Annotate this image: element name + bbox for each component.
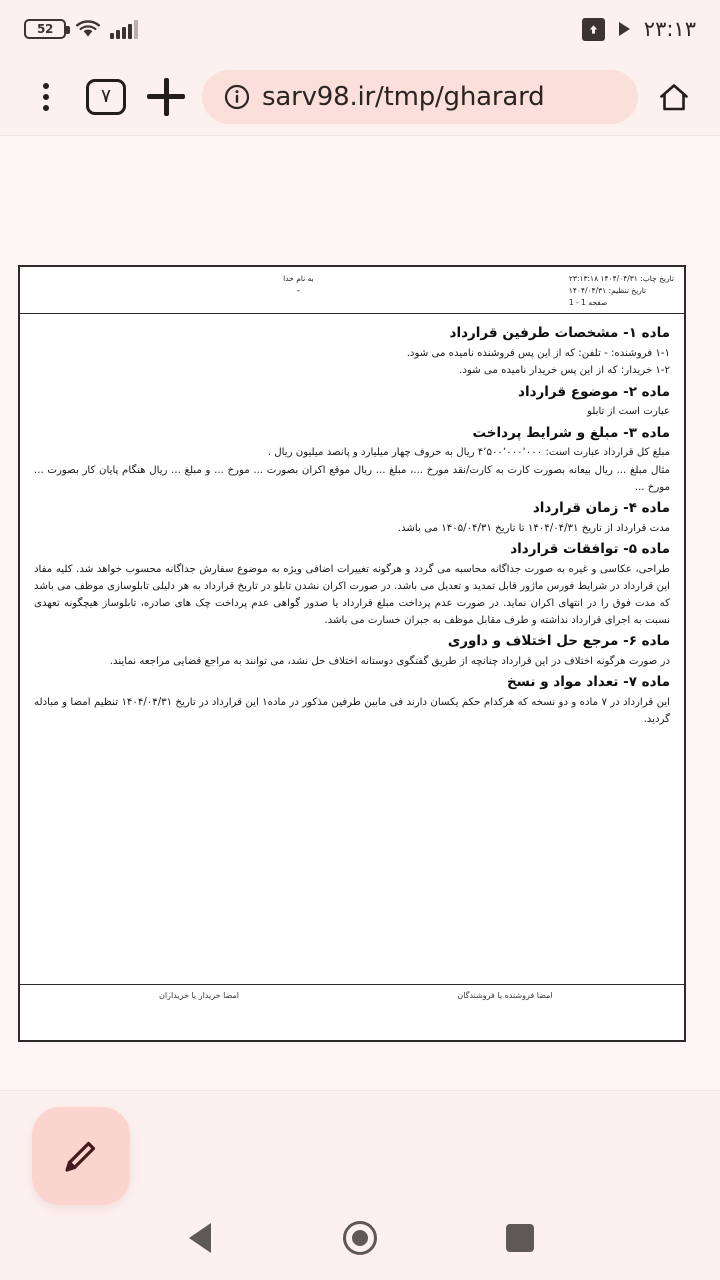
- kebab-menu-icon: [43, 83, 49, 111]
- overflow-menu-button[interactable]: [18, 69, 74, 125]
- new-tab-button[interactable]: [138, 69, 194, 125]
- tab-switcher-button[interactable]: [78, 69, 134, 125]
- article-title: ماده ۲- موضوع قرارداد: [518, 383, 670, 400]
- article-paragraph: این قرارداد در ۷ ماده و دو نسخه که هرکدام حکم یکسان دارند فی مابین طرفین مذکور در ماده۱ این قرارداد در تاریخ ۱۴۰۴/۰۴/۳۱ تنظیم امضا و مبادله گردید.: [34, 697, 671, 726]
- home-circle-icon: [343, 1221, 377, 1255]
- page-number-label: صفحه 1 - 1: [568, 298, 608, 308]
- url-label: sarv98.ir/tmp/gharard: [262, 81, 545, 112]
- article-title: ماده ۱- مشخصات طرفین قرارداد: [449, 325, 670, 342]
- article-paragraph: مثال مبلغ ... ریال بیعانه بصورت کارت به کارت/نقد مورخ ...، مبلغ ... ریال موقع اکران بصورت ... مورخ ... و مبلغ ... ریال هنگام پایان کار بصورت ... مورخ ...: [34, 464, 670, 493]
- plus-icon: [147, 78, 185, 116]
- article-paragraph: عبارت است از تابلو: [586, 406, 670, 418]
- article-title: ماده ۷- تعداد مواد و نسخ: [506, 674, 670, 691]
- nav-back-button[interactable]: [168, 1206, 232, 1270]
- nav-home-button[interactable]: [328, 1206, 392, 1270]
- article-paragraph: ۱-۲ خریدار: که از این پس خریدار نامیده می شود.: [459, 365, 670, 377]
- info-circle-icon[interactable]: [224, 84, 250, 110]
- article-title: ماده ۵- توافقات قرارداد: [510, 540, 670, 557]
- bottom-bar: [0, 1090, 720, 1280]
- article-title: ماده ۶- مرجع حل اختلاف و داوری: [447, 633, 670, 650]
- signal-icon: [110, 20, 138, 39]
- compose-date-label: تاریخ تنظیم: ۱۴۰۴/۰۴/۳۱: [568, 286, 647, 296]
- back-icon: [189, 1223, 211, 1253]
- tab-count-label: ۷: [100, 85, 112, 107]
- edit-pencil-icon: [58, 1133, 104, 1179]
- recents-square-icon: [506, 1224, 534, 1252]
- article-paragraph: در صورت هرگونه اختلاف در این قرارداد چنانچه از طریق گفتگوی دوستانه اختلاف حل نشد، می توانند به مراجع قضایی مراجعه نمایند.: [109, 656, 670, 668]
- home-icon: [658, 81, 690, 113]
- bismillah-block: [30, 272, 567, 299]
- page-viewport[interactable]: [0, 136, 720, 1090]
- signature-footer: [20, 984, 684, 1040]
- article-paragraph: مبلغ کل قرارداد عبارت است: ۴٬۵۰۰٬۰۰۰٬۰۰۰ ریال به حروف چهار میلیارد و پانصد میلیون ریال .: [267, 447, 670, 459]
- document-body: [20, 314, 684, 984]
- status-bar: [0, 0, 720, 58]
- status-bar-left: [24, 19, 138, 39]
- document-meta: [567, 272, 674, 309]
- wifi-icon: [75, 19, 101, 39]
- upload-icon: [582, 18, 605, 41]
- battery-level-label: 52: [37, 22, 53, 36]
- edit-fab-button[interactable]: [32, 1107, 130, 1205]
- play-icon: [619, 22, 630, 36]
- battery-icon: [24, 19, 66, 39]
- clock-label: ۲۳:۱۳: [643, 17, 696, 41]
- status-bar-right: [582, 17, 696, 41]
- home-button[interactable]: [646, 69, 702, 125]
- address-bar[interactable]: [202, 70, 638, 124]
- browser-toolbar: [0, 58, 720, 136]
- tab-count-icon: [86, 79, 126, 115]
- article-paragraph: ۱-۱ فروشنده: - تلفن: که از این پس فروشنده نامیده می شود.: [406, 348, 670, 360]
- print-date-label: تاریخ چاپ: ۱۴۰۴/۰۴/۳۱ ۲۳:۱۳:۱۸: [568, 274, 674, 283]
- seller-signature-label: امضا فروشنده یا فروشندگان: [457, 991, 553, 1000]
- buyer-signature-label: امضا خریدار یا خریداران: [158, 991, 239, 1000]
- article-title: ماده ۴- زمان قرارداد: [532, 499, 670, 516]
- contract-document: [18, 265, 686, 1042]
- system-navigation-bar: [0, 1196, 720, 1280]
- article-paragraph: مدت قرارداد از تاریخ ۱۴۰۴/۰۴/۳۱ تا تاریخ ۱۴۰۵/۰۴/۳۱ می باشد.: [397, 522, 670, 534]
- document-header: [20, 267, 684, 314]
- nav-recents-button[interactable]: [488, 1206, 552, 1270]
- article-paragraph: طراحی، عکاسی و غیره به صورت جداگانه محاسبه می گردد و هرگونه تغییرات اضافی ویژه به موضوع سفارش جداگانه محسوب خواهد شد. کلیه مفاد این قرارداد در شرایط فورس ماژور قابل تمدید و تعدیل می باشد. در صورت اکران نشدن تابلو در تاریخ قرارداد به هر دلیلی تابلوسازی موظف می باشد که مدت فوق را در انتهای اکران نماید. در صورت عدم پرداخت مبلغ قرارداد یا صدور گواهی عدم پرداخت چک های صادره، تابلوساز هیچگونه تعهدی نسبت به اجرای قرارداد نداشته و طرف مقابل موظف به جبران خسارت می باشد.: [34, 563, 670, 627]
- article-title: ماده ۳- مبلغ و شرایط پرداخت: [472, 424, 670, 441]
- bismillah-dash: -: [296, 285, 301, 296]
- bismillah-label: به نام خدا: [283, 274, 314, 283]
